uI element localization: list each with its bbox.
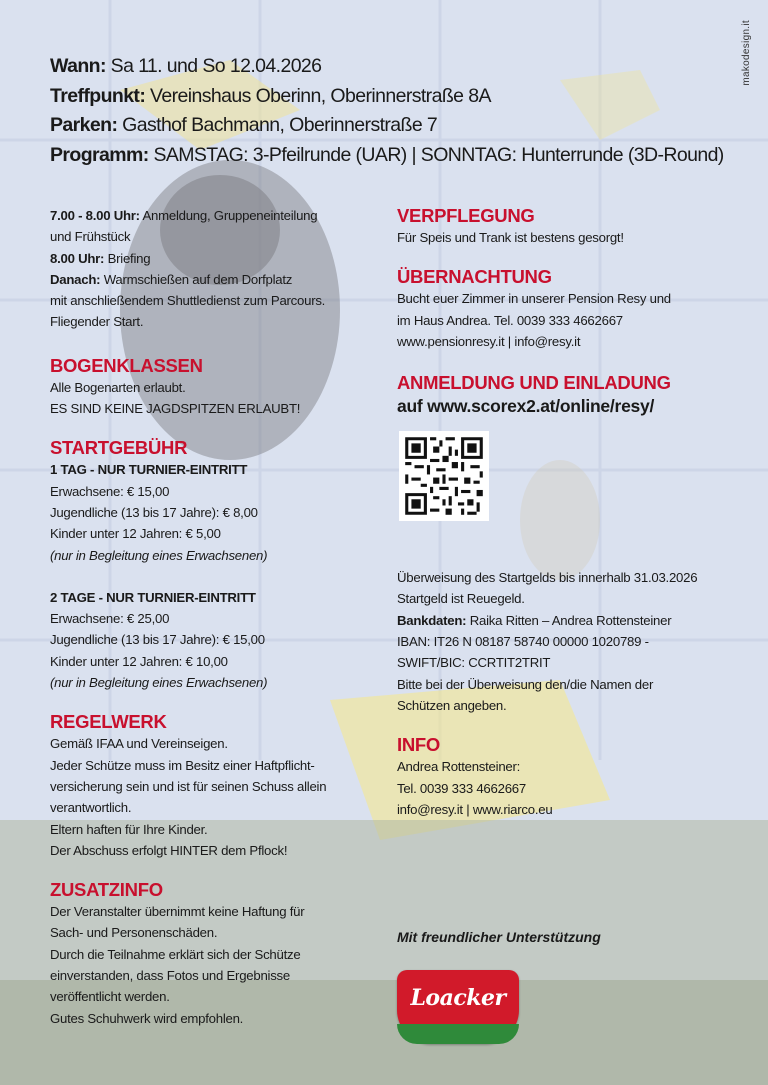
swift-bic: SWIFT/BIC: CCRTIT2TRIT: [397, 655, 551, 671]
section-title-startgebuehr: STARTGEBÜHR: [50, 437, 188, 459]
sponsor-logo: Loacker: [397, 970, 519, 1044]
left-column: 7.00 - 8.00 Uhr: Anmeldung, Gruppeneinteilung und Frühstück 8.00 Uhr: Briefing Danach: Warmschießen auf dem Dorfplatz mit anschließendem Shuttledienst zum Parcours. Fliegender Start. BOGENKLASSEN Alle Bogenarten erlaubt. ES SIND KEINE JAGDSPITZEN ERLAUBT! STARTGEBÜHR 1 TAG - NUR TURNIER-EINTRITT Erwachsene: € 15,00 Jugendliche (13 bis 17 Jahre): € 8,00 Kinder unter 12 Jahren: € 5,00 (nur in Begleitung eines Erwachsenen) 2 TAGE - NUR TURNIER-EINTRITT Erwachsene: € 25,00 Jugendliche (13 bis 17 Jahre): € 15,00 Kinder unter 12 Jahren: € 10,00 (nur in Begleitung eines Erwachsenen) REGELWERK Gemäß IFAA und Vereinseigen. Jeder Schütze muss im Besitz einer Haftpflicht- versicherung sein und ist für seinen Schuss allein verantwortlich. Eltern haften für Ihre Kinder. Der Abschuss erfolgt HINTER dem Pflock! ZUSATZINFO Der Veranstalter übernimmt keine Haftung für Sach- und Personenschäden. Durch die Teilnahme erklärt sich der Schütze einverstanden, dass Fotos und Ergebnisse veröffentlicht werden. Gutes Schuhwerk wird empfohlen.: [50, 205, 380, 1029]
accommodation-contact[interactable]: www.pensionresy.it | info@resy.it: [397, 333, 581, 349]
fee-one-day-heading: 1 TAG - NUR TURNIER-EINTRITT: [50, 462, 248, 478]
section-title-info: INFO: [397, 734, 440, 756]
qr-code[interactable]: [399, 431, 489, 521]
section-title-verpflegung: VERPFLEGUNG: [397, 205, 535, 226]
section-title-uebernachtung: ÜBERNACHTUNG: [397, 266, 552, 288]
section-title-anmeldung: ANMELDUNG UND EINLADUNG: [397, 372, 671, 394]
section-title-zusatzinfo: ZUSATZINFO: [50, 879, 163, 901]
right-column: VERPFLEGUNG Für Speis und Trank ist bestens gesorgt! ÜBERNACHTUNG Bucht euer Zimmer in unserer Pension Resy und im Haus Andrea. Tel. 0039 333 4662667 www.pensionresy.it | info@resy.it ANMELDUNG UND EINLADUNG auf www.scorex2.at/online/resy/ Überweisung des Startgelds bis innerhalb 31.03.2026 Startgeld ist Reuegeld. Bankdaten: Raika Ritten – Andrea Rottensteiner IBAN: IT26 N 08187 58740 00000 1020789 - SWIFT/BIC: CCRTIT2TRIT Bitte bei der Überweisung den/die Namen der Schützen angeben. INFO Andrea Rottensteiner: Tel. 0039 333 4662667 info@resy.it | www.riarco.eu: [397, 205, 727, 820]
section-title-bogenklassen: BOGENKLASSEN: [50, 354, 203, 376]
when-line: Wann: Sa 11. und So 12.04.2026: [50, 55, 322, 77]
event-header: [50, 52, 740, 170]
program-line: Programm: SAMSTAG: 3-Pfeilrunde (UAR) | SONNTAG: Hunterrunde (3D-Round): [50, 143, 724, 166]
registration-url[interactable]: auf www.scorex2.at/online/resy/: [397, 396, 655, 417]
schedule: 7.00 - 8.00 Uhr: Anmeldung, Gruppeneinteilung und Frühstück 8.00 Uhr: Briefing Danach: Warmschießen auf dem Dorfplatz mit anschließendem Shuttledienst zum Parcours. Fliegender Start.: [50, 208, 326, 330]
support-note: Mit freundlicher Unterstützung: [397, 929, 601, 945]
payment-info: Überweisung des Startgelds bis innerhalb 31.03.2026 Startgeld ist Reuegeld. Bankdaten: Raika Ritten – Andrea Rottensteiner IBAN: IT26 N 08187 58740 00000 1020789 - SWIFT/BIC: CCRTIT2TRIT Bitte bei der Überweisung den/die Namen der Schützen angeben.: [397, 567, 727, 716]
designer-credit: makodesign.it: [741, 20, 752, 86]
fee-two-days-heading: 2 TAGE - NUR TURNIER-EINTRITT: [50, 589, 256, 605]
contact-links[interactable]: info@resy.it | www.riarco.eu: [397, 801, 553, 817]
section-title-regelwerk: REGELWERK: [50, 711, 167, 733]
meeting-point-line: Treffpunkt: Vereinshaus Oberinn, Oberinnerstraße 8A: [50, 84, 491, 107]
iban: IBAN: IT26 N 08187 58740 00000 1020789 -: [397, 634, 649, 650]
parking-line: Parken: Gasthof Bachmann, Oberinnerstraße 7: [50, 114, 438, 136]
